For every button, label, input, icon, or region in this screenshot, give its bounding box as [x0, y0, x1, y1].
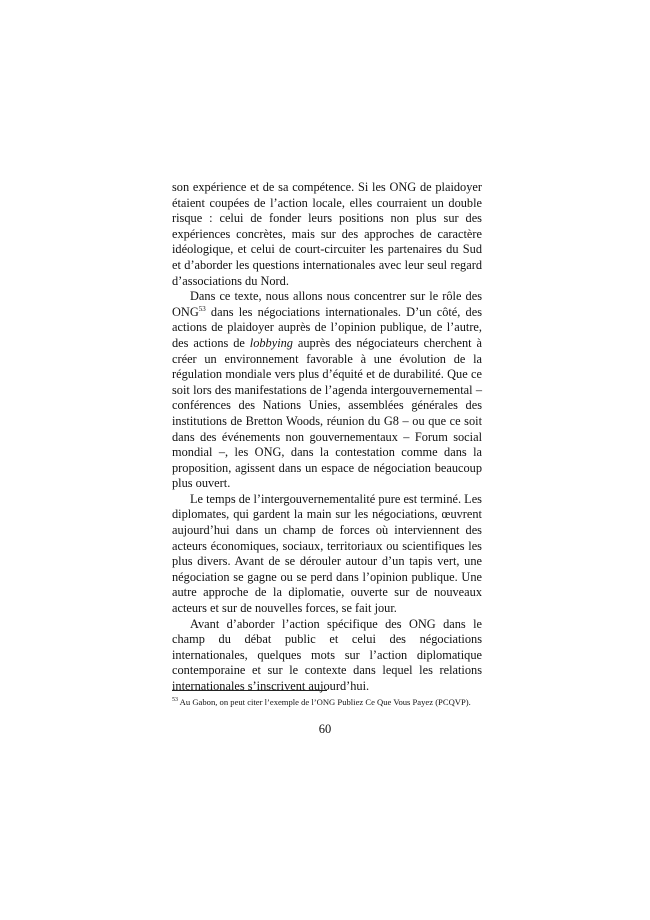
paragraph-4: Avant d’aborder l’action spécifique des ONG dans le champ du débat public et celui des négociations internationales, quelques mots sur l’action diplomatique contemporaine et sur le contexte dans lequel les relations internationales s’inscrivent aujourd’hui.: [172, 616, 482, 693]
footnote: [172, 697, 492, 708]
footnote-text: Au Gabon, on peut citer l’exemple de l’ONG Publiez Ce Que Vous Payez (PCQVP).: [178, 697, 471, 707]
paragraph-1: son expérience et de sa compétence. Si les ONG de plaidoyer étaient coupées de l’action locale, elles courraient un double risque : celui de fonder leurs positions non plus sur des expériences concrètes, mais sur des approches de caractère idéologique, et celui de court-circuiter les partenaires du Sud et d’aborder les questions internationales avec leur seul regard d’associations du Nord.: [172, 180, 482, 288]
paragraph-2-italic: lobbying: [249, 335, 293, 350]
footnote-reference: 53: [198, 304, 206, 313]
footnote-separator: [172, 690, 327, 691]
paragraph-2-start: Dans ce texte, nous allons nous concentrer sur le rôle des ONG: [172, 289, 482, 319]
page-number: 60: [318, 722, 332, 736]
body-text: [172, 180, 482, 695]
footnote-number: 53: [172, 697, 178, 704]
paragraph-2: [172, 289, 482, 492]
paragraph-2-mid: dans les négociations internationales. D’un côté, des actions de plaidoyer auprès de l’opinion publique, de l’autre, des actions de: [172, 304, 482, 350]
paragraph-2-end: auprès des négociateurs cherchent à créer un environnement favorable à une évolution de la régulation mondiale vers plus d’équité et de durabilité. Que ce soit lors des manifestations de l’agenda intergouvernemental – conférences des Nations Unies, assemblées générales des institutions de Bretton Woods, réunion du G8 – ou que ce soit dans des événements non gouvernementaux – Forum social mondial –, les ONG, dans la contestation comme dans la proposition, agissent dans un espace de négociation beaucoup plus ouvert.: [172, 335, 482, 491]
paragraph-3: Le temps de l’intergouvernementalité pure est terminé. Les diplomates, qui gardent la main sur les négociations, œuvrent aujourd’hui dans un champ de forces où interviennent des acteurs économiques, sociaux, territoriaux ou scientifiques les plus divers. Avant de se dérouler autour d’un tapis vert, une négociation se gagne ou se perd dans l’opinion publique. Une autre approche de la diplomatie, ouverte sur de nouveaux acteurs et sur de nouvelles forces, se fait jour.: [172, 491, 482, 616]
